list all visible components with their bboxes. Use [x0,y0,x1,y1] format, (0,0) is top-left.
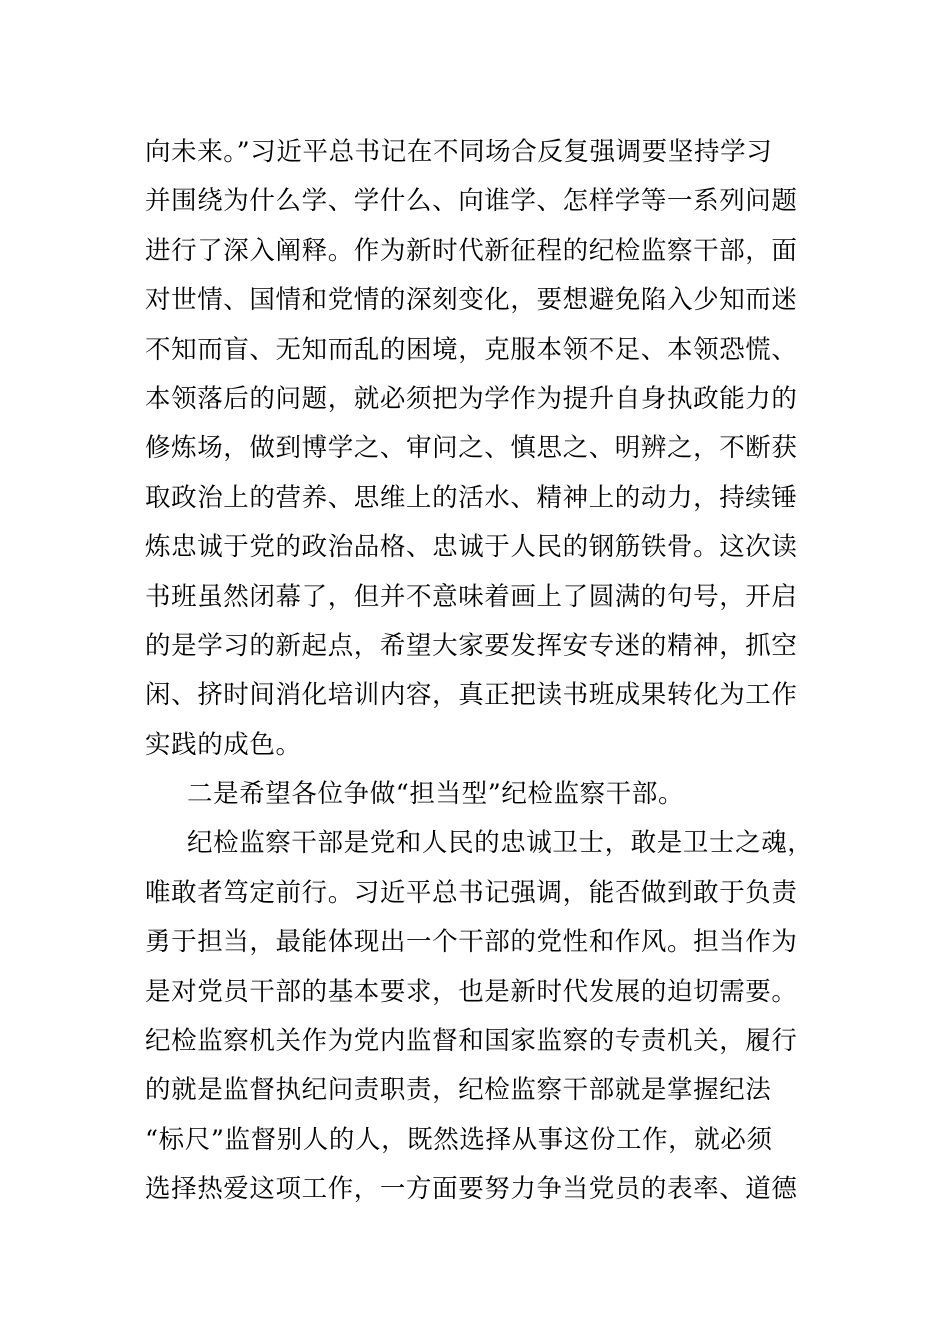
text-line: “标尺”监督别人的人，既然选择从事这份工作，就必须 [145,1124,773,1155]
document-body [145,128,814,1215]
text-line: 选择热爱这项工作，一方面要努力争当党员的表率、道德 [145,1174,798,1205]
text-line: 修炼场，做到博学之、审问之、慎思之、明辨之，不断获 [145,433,798,464]
text-line: 是对党员干部的基本要求，也是新时代发展的迫切需要。 [145,976,798,1007]
text-line: 闲、挤时间消化培训内容，真正把读书班成果转化为工作 [145,680,798,711]
text-line: 进行了深入阐释。作为新时代新征程的纪检监察干部，面 [145,235,798,266]
text-line: 纪检监察机关作为党内监督和国家监察的专责机关，履行 [145,1026,798,1057]
text-line: 的是学习的新起点，希望大家要发挥安专迷的精神，抓空 [145,630,798,661]
text-line: 向未来。”习近平总书记在不同场合反复强调要坚持学习 [145,137,773,167]
text-line: 对世情、国情和党情的深刻变化，要想避免陷入少知而迷 [145,285,798,316]
text-line: 勇于担当，最能体现出一个干部的党性和作风。担当作为 [145,927,798,958]
text-line: 并围绕为什么学、学什么、向谁学、怎样学等一系列问题 [145,186,798,217]
text-line: 书班虽然闭幕了，但并不意味着画上了圆满的句号，开启 [145,581,798,612]
text-line: 炼忠诚于党的政治品格、忠诚于人民的钢筋铁骨。这次读 [145,532,798,563]
text-line: 取政治上的营养、思维上的活水、精神上的动力，持续锤 [145,482,798,513]
text-line: 唯敢者笃定前行。习近平总书记强调，能否做到敢于负责 [145,877,798,908]
text-line: 不知而盲、无知而乱的困境，克服本领不足、本领恐慌、 [145,334,798,365]
text-line: 实践的成色。 [145,729,302,760]
paragraph-first-line: 纪检监察干部是党和人民的忠诚卫士，敢是卫士之魂， [187,828,814,859]
text-line: 本领落后的问题，就必须把为学作为提升自身执政能力的 [145,383,798,414]
text-line: 的就是监督执纪问责职责，纪检监察干部就是掌握纪法 [145,1075,772,1106]
section-heading: 二是希望各位争做“担当型”纪检监察干部。 [187,779,685,810]
